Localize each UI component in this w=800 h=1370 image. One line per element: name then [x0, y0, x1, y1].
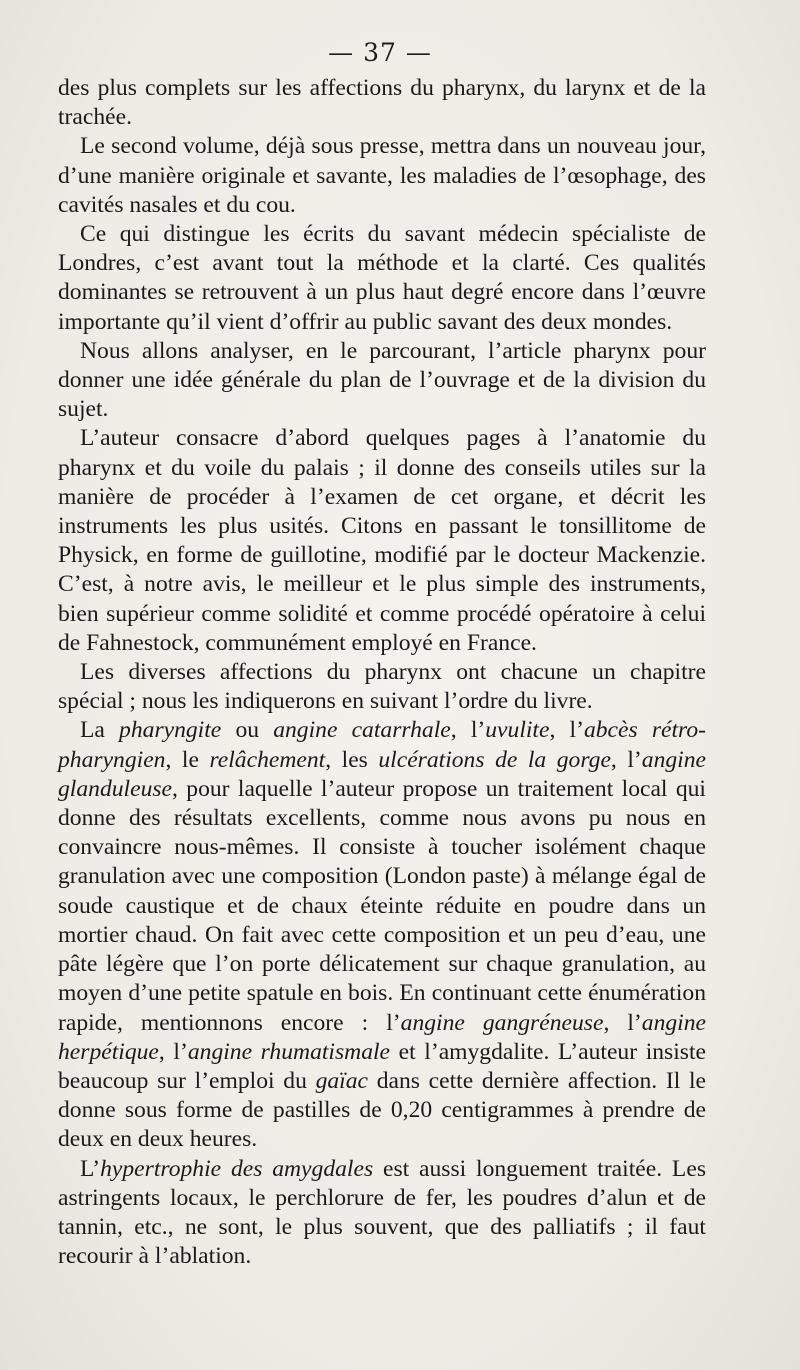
page-number: — 37 — — [328, 38, 432, 67]
body-text — [58, 74, 706, 1271]
paragraph — [58, 132, 706, 220]
text-run: Nous allons analyser, en le parcourant, l’article pharynx pour donner une idée générale du plan de l’ouvrage et de la division du sujet. — [58, 337, 706, 423]
text-run: L’ — [80, 1155, 101, 1182]
italic-term: relâchement — [209, 746, 326, 773]
italic-term: pharyngite — [119, 717, 222, 744]
paragraph — [58, 74, 706, 132]
text-run: , l’ — [450, 717, 486, 744]
text-run: , le — [165, 746, 210, 773]
italic-term: angine herpétique — [58, 1009, 706, 1065]
italic-term: gaïac — [315, 1067, 368, 1094]
text-run: Le second volume, déjà sous presse, mettra dans un nouveau jour, d’une manière originale et savante, les maladies de l’œsophage, des cavités nasales et du cou. — [58, 133, 706, 218]
text-run: ou — [221, 717, 274, 744]
paragraph — [58, 337, 706, 425]
paragraph — [58, 658, 706, 716]
italic-term: angine rhumatismale — [187, 1038, 391, 1065]
italic-term: hypertrophie des amygdales — [100, 1155, 374, 1182]
italic-term: angine catarrhale — [273, 717, 451, 744]
italic-term: angine glanduleuse — [58, 746, 706, 802]
italic-term: angine gangréneuse — [400, 1009, 604, 1036]
text-run: est aussi longuement traitée. Les astringents locaux, le perchlorure de fer, les poudres d’alun et de tannin, etc., ne sont, le plus souvent, que des palliatifs ; il faut recourir à l’ablation. — [58, 1155, 706, 1270]
text-run: , pour laquelle l’auteur propose un traitement local qui donne des résultats excellents, comme nous avons pu nous en convaincre nous-mêmes. Il consiste à toucher isolément chaque granulation avec une composition (London paste) à mélange égal de soude caustique et de chaux éteinte réduite en poudre dans un mortier chaud. On fait avec cette composition et un peu d’eau, une pâte légère que l’on porte délicatement sur chaque granulation, au moyen d’une petite spatule en bois. En continuant cette énumération rapide, mentionnons encore : l’ — [58, 775, 706, 1036]
text-run: Ce qui distingue les écrits du savant médecin spécialiste de Londres, c’est avant tout la méthode et la clarté. Ces qualités dominantes se retrouvent à un plus haut degré encore dans l’œuvre importante qu’il vient d’offrir au public savant des deux mondes. — [58, 221, 706, 335]
text-run: , l’ — [603, 1009, 642, 1036]
text-run: , l’ — [549, 717, 584, 744]
italic-term: uvulite — [485, 717, 550, 744]
text-run: L’auteur consacre d’abord quelques pages à l’anatomie du pharynx et du voile du palais ; il donne des conseils utiles sur la manière de procéder à l’examen de cet organe, et décrit les instruments les plus usités. Citons en passant le tonsillitome de Physick, en forme de guillotine, modifié par le docteur Mackenzie. C’est, à notre avis, le meilleur et le plus simple des instruments, bien supérieur comme solidité et comme procédé opératoire à celui de Fahnestock, communément employé en France. — [58, 425, 706, 656]
text-run: dans cette dernière affection. Il le donne sous forme de pastilles de 0,20 centigrammes à prendre de deux en deux heures. — [58, 1067, 706, 1153]
paragraph — [58, 424, 706, 658]
text-run: La — [80, 717, 120, 744]
text-run: Les diverses affections du pharynx ont chacune un chapitre spécial ; nous les indiquerons en suivant l’ordre du livre. — [58, 659, 706, 715]
text-run: des plus complets sur les affections du pharynx, du larynx et de la trachée. — [58, 75, 706, 131]
text-run: , l’ — [610, 746, 642, 773]
paragraph — [58, 716, 706, 1154]
text-run: , les — [325, 746, 379, 773]
italic-term: abcès rétro-pharyngien — [58, 717, 706, 773]
text-run: et l’amygdalite. L’auteur insiste beaucoup sur l’emploi du — [58, 1038, 706, 1094]
italic-term: ulcérations de la gorge — [378, 746, 611, 773]
text-run: , l’ — [158, 1038, 188, 1065]
paragraph — [58, 1155, 706, 1272]
paragraph — [58, 220, 706, 337]
